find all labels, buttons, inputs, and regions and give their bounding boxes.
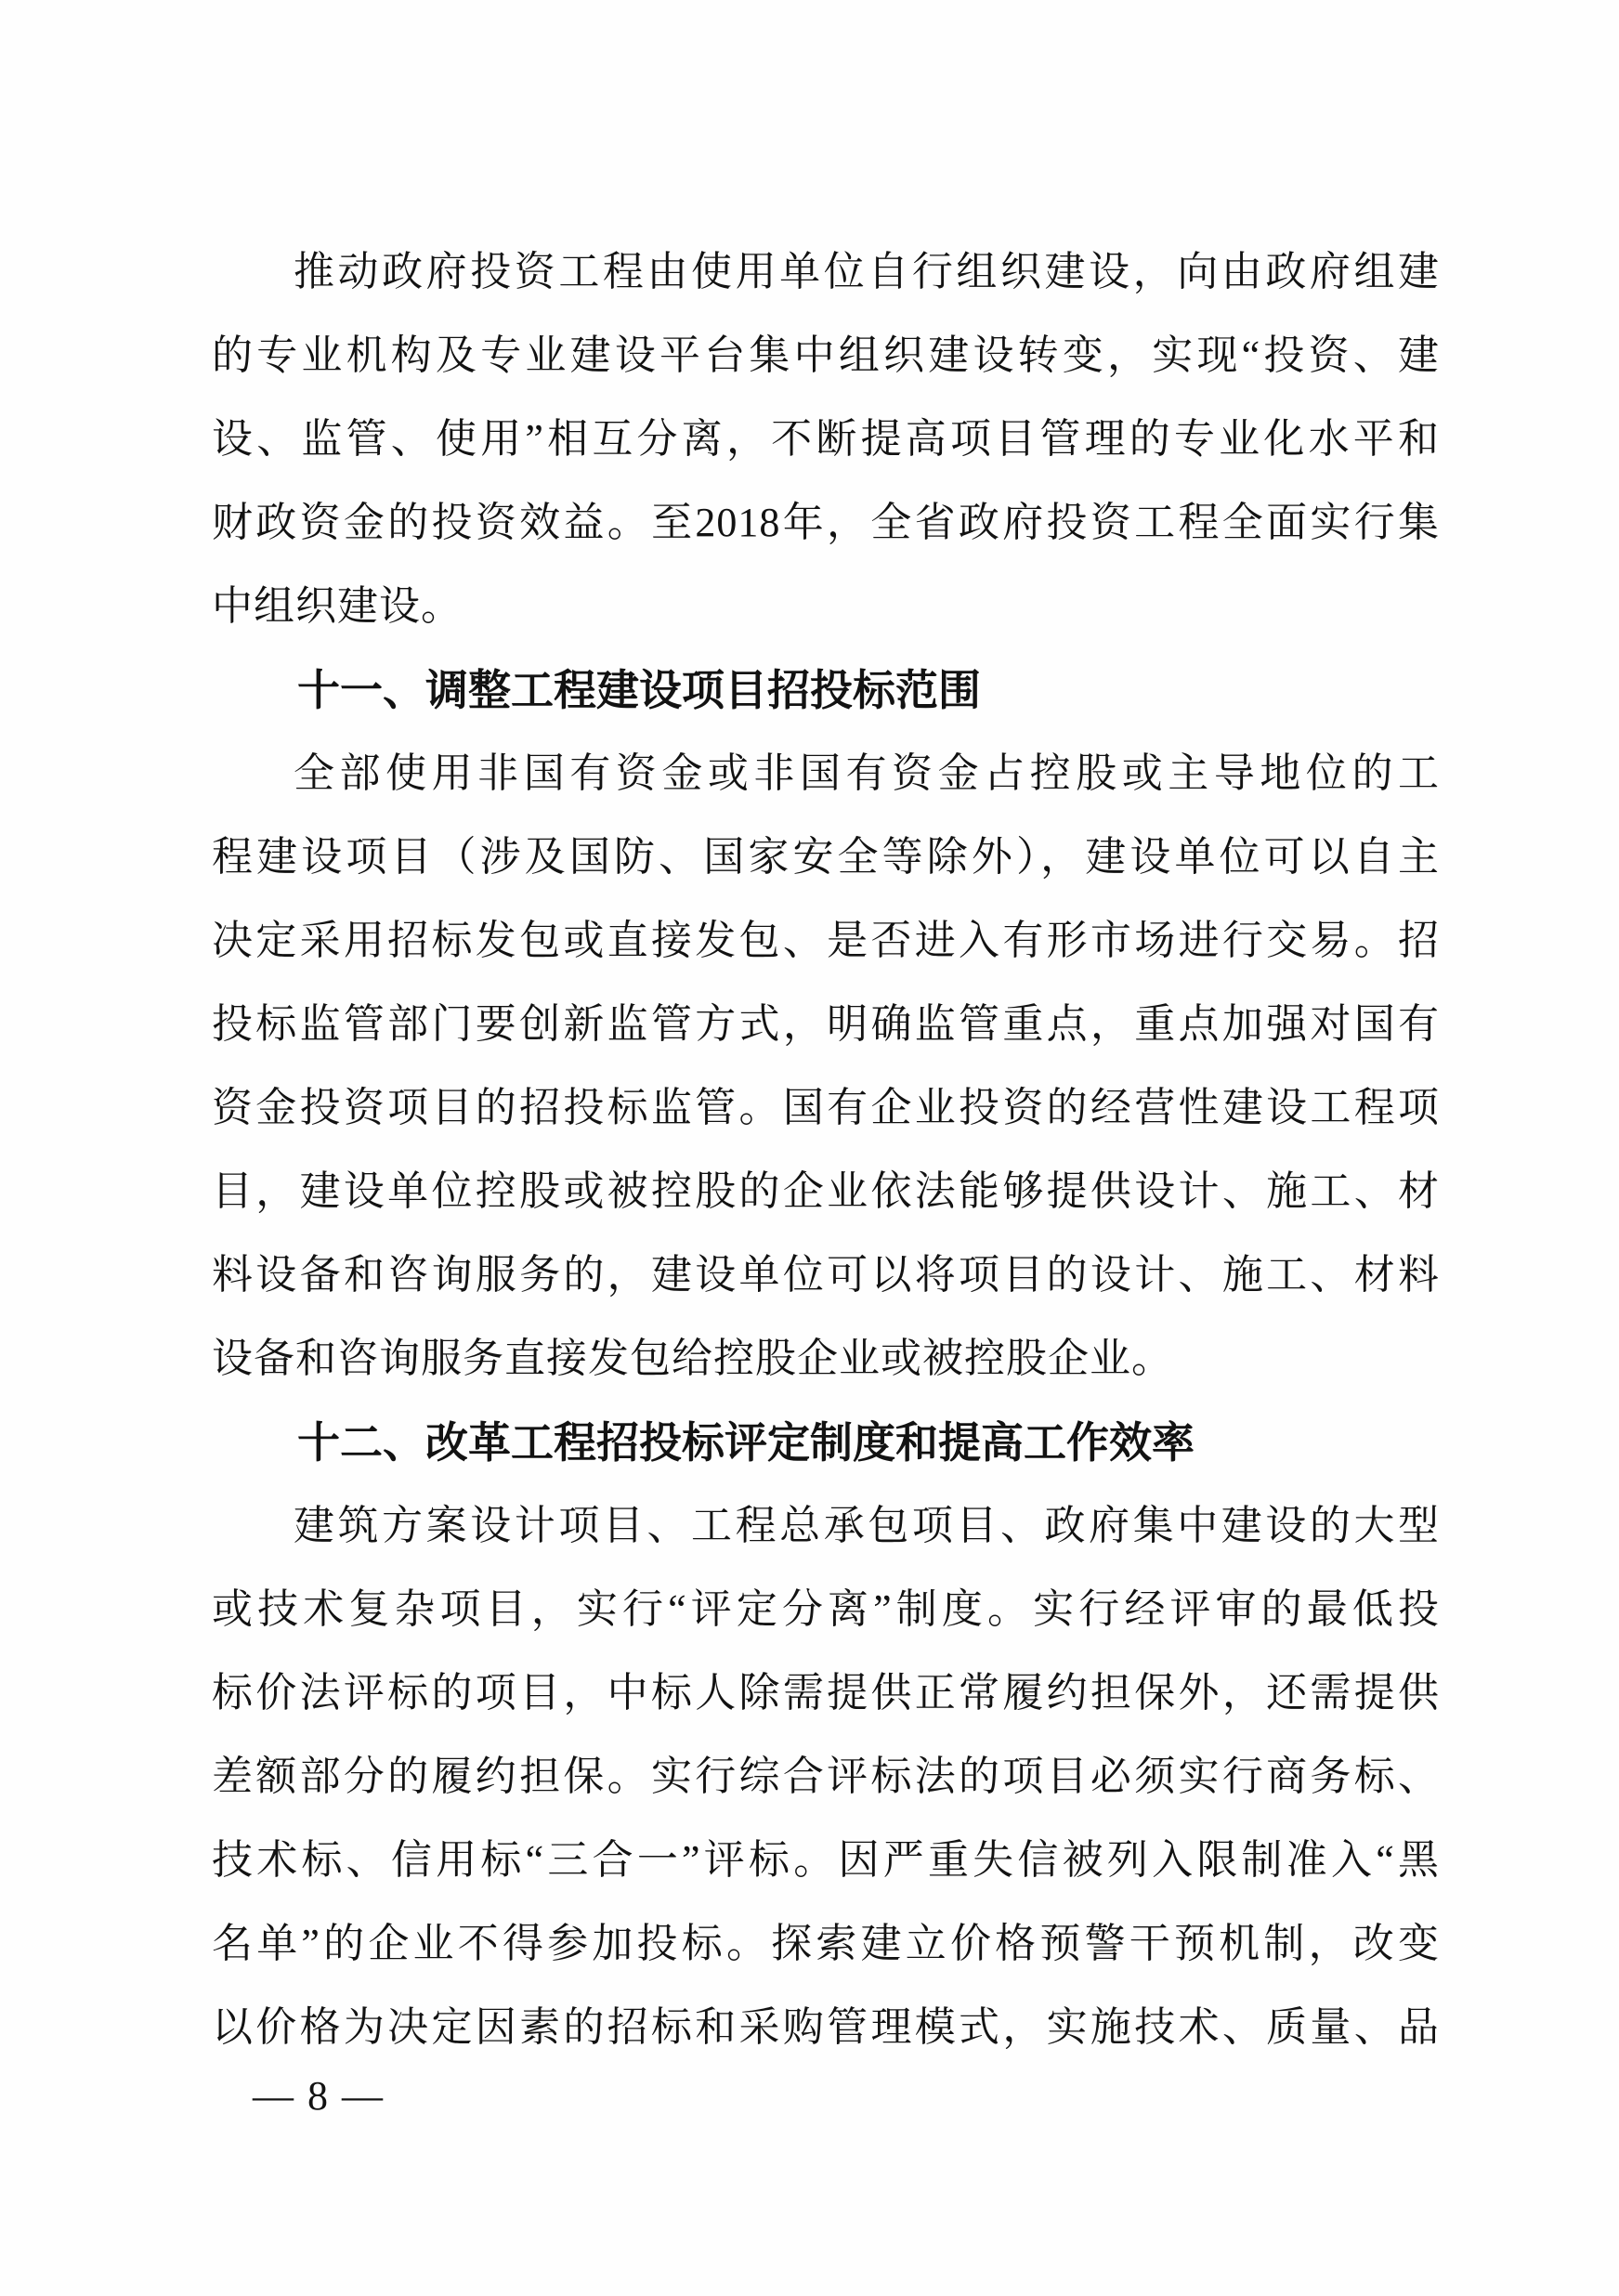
text-line: 或技术复杂项目，实行“评定分离”制度。实行经评审的最低投 [212, 1586, 1440, 1632]
text-line: 程建设项目（涉及国防、国家安全等除外），建设单位可以自主 [212, 834, 1440, 880]
heading-line: 十二、改革工程招投标评定制度和提高工作效率 [297, 1418, 1195, 1467]
text-line: 的专业机构及专业建设平台集中组织建设转变，实现“投资、建 [212, 333, 1440, 378]
page-number: — 8 — [253, 2073, 385, 2119]
text-line: 名单”的企业不得参加投标。探索建立价格预警干预机制，改变 [212, 1921, 1440, 1966]
text-line: 全部使用非国有资金或非国有资金占控股或主导地位的工 [294, 750, 1440, 796]
text-line: 差额部分的履约担保。实行综合评标法的项目必须实行商务标、 [212, 1754, 1440, 1799]
text-line: 资金投资项目的招投标监管。国有企业投资的经营性建设工程项 [212, 1085, 1440, 1130]
paragraph [212, 230, 1440, 648]
text-line: 决定采用招标发包或直接发包、是否进入有形市场进行交易。招 [212, 918, 1440, 963]
paragraph [212, 1484, 1440, 2069]
paragraph [212, 732, 1440, 1401]
text-line: 设、监管、使用”相互分离，不断提高项目管理的专业化水平和 [212, 416, 1440, 462]
section-heading [212, 1401, 1440, 1484]
text-line: 建筑方案设计项目、工程总承包项目、政府集中建设的大型 [294, 1503, 1440, 1548]
text-line: 以价格为决定因素的招标和采购管理模式，实施技术、质量、品 [212, 2004, 1440, 2050]
text-line: 目，建设单位控股或被控股的企业依法能够提供设计、施工、材 [212, 1168, 1440, 1214]
document-body [212, 230, 1440, 2069]
text-line: 料设备和咨询服务的，建设单位可以将项目的设计、施工、材料 [212, 1252, 1440, 1298]
text-line: 技术标、信用标“三合一”评标。因严重失信被列入限制准入“黑 [212, 1837, 1440, 1883]
text-line: 财政资金的投资效益。至2018年，全省政府投资工程全面实行集 [212, 500, 1440, 545]
heading-line: 十一、调整工程建设项目招投标范围 [297, 666, 981, 714]
text-line: 推动政府投资工程由使用单位自行组织建设，向由政府组建 [294, 249, 1440, 294]
text-line: 中组织建设。 [212, 583, 463, 629]
text-line: 标价法评标的项目，中标人除需提供正常履约担保外，还需提供 [212, 1670, 1440, 1715]
text-line: 投标监管部门要创新监管方式，明确监管重点，重点加强对国有 [212, 1001, 1440, 1047]
section-heading [212, 648, 1440, 732]
text-line: 设备和咨询服务直接发包给控股企业或被控股企业。 [212, 1336, 1173, 1381]
